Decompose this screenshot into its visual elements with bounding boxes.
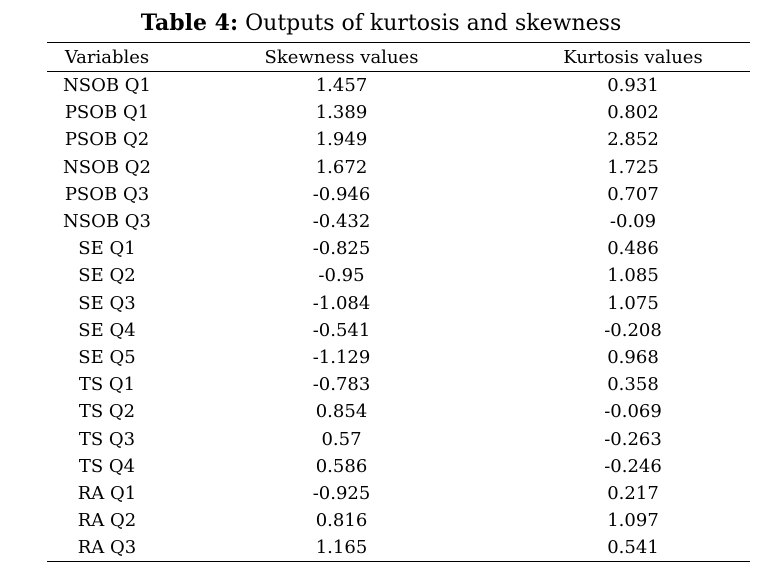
table-row <box>47 371 750 398</box>
kurtosis-cell: 0.802 <box>607 102 659 124</box>
table-top-rule <box>47 42 750 43</box>
variable-cell: SE Q2 <box>78 265 136 287</box>
skewness-cell: 0.57 <box>321 428 362 450</box>
table-caption-label: Table 4: <box>140 10 239 36</box>
kurtosis-cell: 1.725 <box>607 156 659 178</box>
header-variables: Variables <box>64 47 150 68</box>
table-row <box>47 72 750 99</box>
kurtosis-cell: 0.217 <box>607 482 659 504</box>
variable-cell: TS Q1 <box>78 374 136 396</box>
kurtosis-cell: 0.486 <box>607 238 659 260</box>
skewness-cell: 0.816 <box>315 510 368 532</box>
skewness-cell: 1.457 <box>315 75 368 97</box>
header-skewness: Skewness values <box>264 47 419 68</box>
table-row <box>47 208 750 235</box>
kurtosis-cell: -0.263 <box>604 428 662 450</box>
skewness-cell: -0.946 <box>312 183 371 205</box>
variable-cell: RA Q2 <box>77 510 137 532</box>
skewness-cell: -0.432 <box>312 211 371 233</box>
table-body <box>47 72 750 561</box>
skewness-cell: -0.783 <box>312 374 371 396</box>
variable-cell: TS Q3 <box>78 428 136 450</box>
variable-cell: NSOB Q3 <box>63 211 151 233</box>
kurtosis-cell: 2.852 <box>607 129 659 151</box>
variable-cell: TS Q2 <box>78 401 136 423</box>
kurtosis-cell: 0.707 <box>607 183 659 205</box>
variable-cell: PSOB Q3 <box>64 183 150 205</box>
table-header-row <box>47 44 750 72</box>
skewness-cell: -0.95 <box>318 265 365 287</box>
kurtosis-cell: -0.09 <box>609 211 657 233</box>
table-row <box>47 425 750 452</box>
table-row <box>47 290 750 317</box>
variable-cell: SE Q5 <box>78 346 136 368</box>
skewness-cell: -0.541 <box>312 319 371 341</box>
table-row <box>47 154 750 181</box>
kurtosis-cell: 0.968 <box>607 346 659 368</box>
skewness-cell: -0.925 <box>312 482 371 504</box>
skewness-cell: -0.825 <box>312 238 371 260</box>
table-row <box>47 99 750 126</box>
table-row <box>47 507 750 534</box>
skewness-cell: 0.854 <box>315 401 368 423</box>
variable-cell: NSOB Q1 <box>63 75 151 97</box>
kurtosis-cell: -0.246 <box>604 455 662 477</box>
variable-cell: SE Q4 <box>78 319 136 341</box>
variable-cell: PSOB Q2 <box>64 129 150 151</box>
variable-cell: RA Q1 <box>77 482 137 504</box>
skewness-cell: -1.084 <box>312 292 371 314</box>
table-row <box>47 344 750 371</box>
kurtosis-cell: 0.931 <box>607 75 659 97</box>
variable-cell: SE Q1 <box>78 238 136 260</box>
table-caption <box>0 8 762 39</box>
header-kurtosis: Kurtosis values <box>563 47 703 68</box>
variable-cell: TS Q4 <box>78 455 136 477</box>
kurtosis-cell: 0.358 <box>607 374 659 396</box>
table-row <box>47 235 750 262</box>
table-row <box>47 480 750 507</box>
skewness-cell: 1.165 <box>315 537 368 559</box>
skewness-cell: 1.949 <box>315 129 368 151</box>
kurtosis-cell: 1.097 <box>607 510 659 532</box>
kurtosis-cell: 1.075 <box>607 292 659 314</box>
table-row <box>47 181 750 208</box>
variable-cell: RA Q3 <box>77 537 137 559</box>
table-row <box>47 126 750 153</box>
variable-cell: PSOB Q1 <box>64 102 150 124</box>
skewness-cell: 1.672 <box>315 156 368 178</box>
table-row <box>47 398 750 425</box>
skewness-cell: 1.389 <box>315 102 368 124</box>
table-row <box>47 317 750 344</box>
kurtosis-cell: -0.208 <box>604 319 662 341</box>
table-caption-text: Outputs of kurtosis and skewness <box>238 11 622 36</box>
skewness-cell: 0.586 <box>315 455 368 477</box>
table-row <box>47 262 750 289</box>
table-row <box>47 453 750 480</box>
kurtosis-cell: 0.541 <box>607 537 659 559</box>
skewness-cell: -1.129 <box>312 346 371 368</box>
kurtosis-cell: -0.069 <box>604 401 662 423</box>
variable-cell: SE Q3 <box>78 292 136 314</box>
kurtosis-cell: 1.085 <box>607 265 659 287</box>
kurtosis-skewness-table <box>47 44 750 561</box>
variable-cell: NSOB Q2 <box>63 156 151 178</box>
table-row <box>47 534 750 561</box>
